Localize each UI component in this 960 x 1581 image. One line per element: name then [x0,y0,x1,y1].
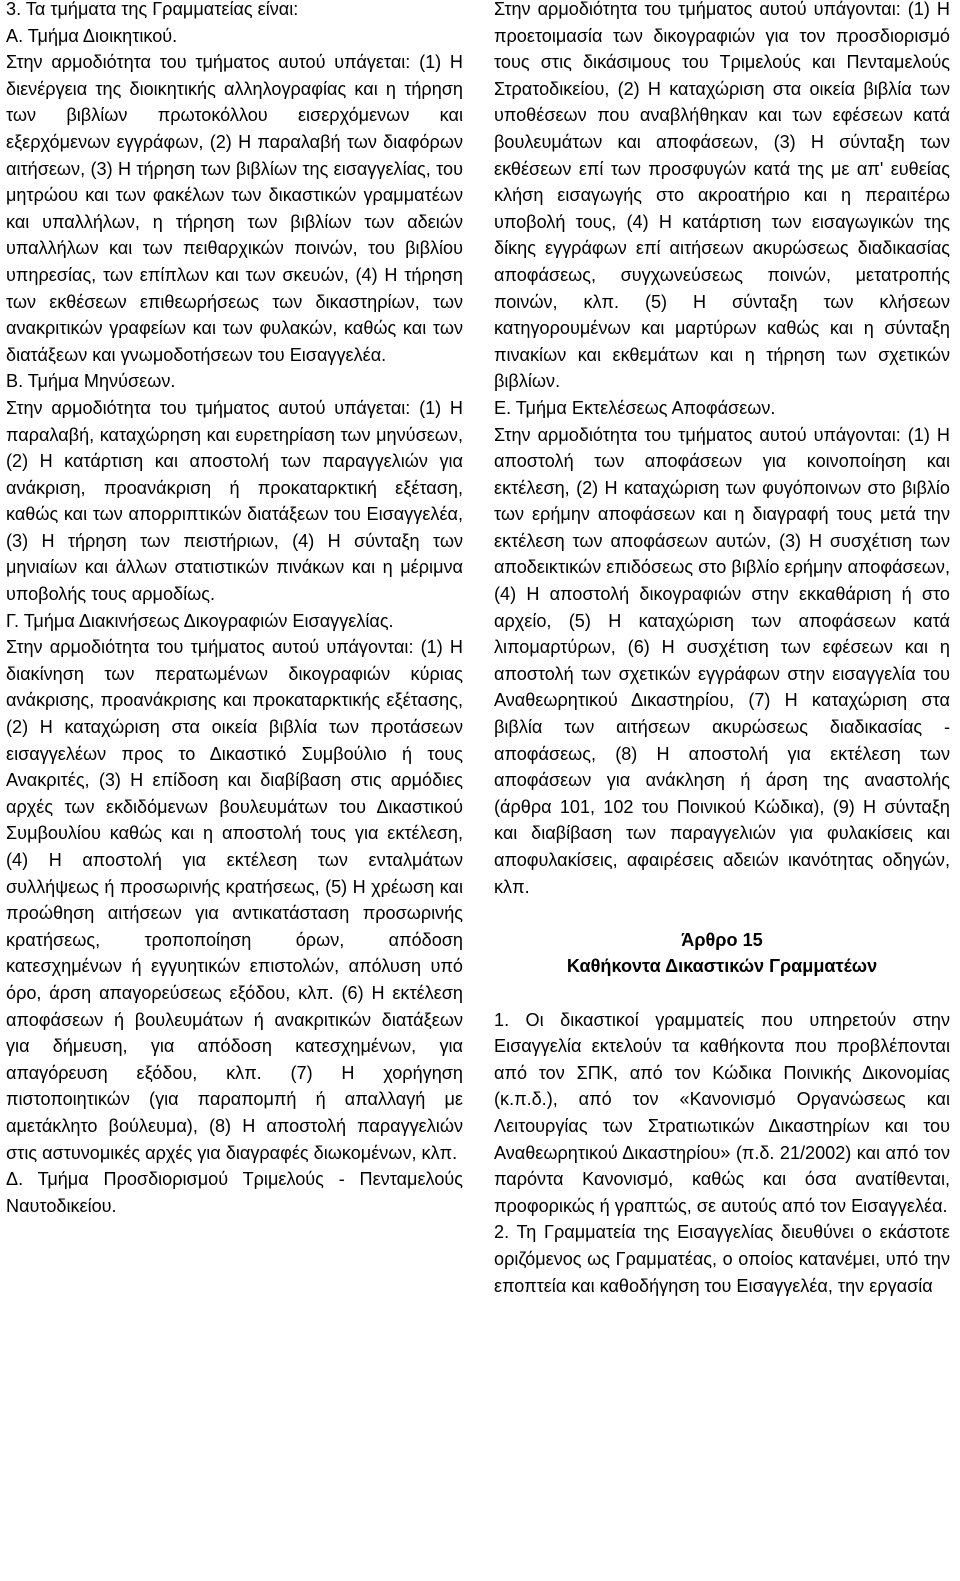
article-paragraph-1: 1. Οι δικαστικοί γραμματείς που υπηρετούν στην Εισαγγελία εκτελούν τα καθήκοντα που προβλέπονται από τον ΣΠΚ, από τον Κώδικα Ποινικής Δικονομίας (κ.π.δ.), από τον «Κανονισμό Οργανώσεως και Λειτουργίας των Στρατιωτικών Δικαστηρίων και του Αναθεωρητικού Δικαστηρίου» (π.δ. 21/2002) και από τον παρόντα Κανονισμό, καθώς και όσα ανατίθενται, προφορικώς ή γραπτώς, σε αυτούς από τον Εισαγγελέα. [494,1009,950,1216]
section-e-text: Στην αρμοδιότητα του τμήματος αυτού υπάγονται: (1) Η αποστολή των αποφάσεων για κοινοποίηση και εκτέλεση, (2) Η καταχώριση των φυγόποινων στο βιβλίο των ερήμην αποφάσεων και η διαγραφή τους μετά την εκτέλεση των αποφάσεων αυτών, (3) Η συσχέτιση των αποδεικτικών επιδόσεως στο βιβλίο ερήμην αποφάσεων, (4) Η αποστολή δικογραφιών στην εκκαθάριση ή στο αρχείο, (5) Η καταχώριση των αποφάσεων κατά λιπομαρτύρων, (6) Η συσχέτιση των εφέσεων και η αποστολή των σχετικών εγγράφων στην εισαγγελία του Αναθεωρητικού Δικαστηρίου, (7) Η καταχώριση στα βιβλία των αιτήσεων ακυρώσεως διαδικασίας - αποφάσεως, (8) Η αποστολή για εκτέλεση των αποφάσεων για ανάκληση ή άρση της αναστολής (άρθρα 101, 102 του Ποινικού Κώδικα), (9) Η σύνταξη και διαβίβαση των παραγγελιών για φυλακίσεις και αποφυλακίσεις, αφαιρέσεις αδειών ικανότητας οδηγών, κλπ. [494,424,950,897]
section-b-heading: Β. Τμήμα Μηνύσεων. [6,371,176,392]
section-e-heading: Ε. Τμήμα Εκτελέσεως Αποφάσεων. [494,397,776,418]
section-c-text: Στην αρμοδιότητα του τμήματος αυτού υπάγονται: (1) Η διακίνηση των περατωμένων δικογραφιών κύριας ανάκρισης, προανάκρισης και προκαταρκτικής εξέτασης, (2) Η καταχώριση στα οικεία βιβλία των προτάσεων εισαγγελέων προς το Δικαστικό Συμβούλιο ή τους Ανακριτές, (3) Η επίδοση και διαβίβαση στις αρμόδιες αρχές των εκδιδόμενων βουλευμάτων του Δικαστικού Συμβουλίου καθώς και η αποστολή τους για εκτέλεση, (4) Η αποστολή για εκτέλεση των ενταλμάτων συλλήψεως ή προσωρινής κρατήσεως, (5) Η χρέωση και προώθηση αιτήσεων για αντικατάσταση προσωρινής κρατήσεως, τροποποίηση όρων, απόδοση κατεσχημένων ή εγγυητικών επιστολών, απόλυση υπό όρο, άρση απαγορεύσεως εξόδου, κλπ. (6) Η εκτέλεση αποφάσεων ή βουλευμάτων ή ανακριτικών διατάξεων για δήμευση, για απόδοση κατεσχημένων, για απαγόρευση εξόδου, κλπ. (7) Η χορήγηση πιστοποιητικών (για παραπομπή ή απαλλαγή με αμετάκλητο βούλευμα), (8) Η αποστολή παραγγελιών στις αστυνομικές αρχές για διαγραφές διωκομένων, κλπ. [6,637,463,1163]
right-column [494,0,950,1299]
spacer [494,980,950,1007]
spacer [494,900,950,927]
section-c-heading: Γ. Τμήμα Διακινήσεως Δικογραφιών Εισαγγελίας. [6,610,394,631]
section-d-heading: Δ. Τμήμα Προσδιορισμού Τριμελούς - Πενταμελούς Ναυτοδικείου. [6,1169,463,1216]
article-paragraph-2: 2. Τη Γραμματεία της Εισαγγελίας διευθύνει ο εκάστοτε οριζόμενος ως Γραμματέας, ο οποίος κατανέμει, υπό την εποπτεία και καθοδήγηση του Εισαγγελέα, την εργασία [494,1222,950,1296]
article-number: Άρθρο 15 [681,929,763,950]
section-a-text: Στην αρμοδιότητα του τμήματος αυτού υπάγεται: (1) Η διενέργεια της διοικητικής αλληλογραφίας και η τήρηση των βιβλίων πρωτοκόλλου εισερχόμενων και εξερχόμενων εγγράφων, (2) Η παραλαβή των διαφόρων αιτήσεων, (3) Η τήρηση των βιβλίων της εισαγγελίας, του μητρώου και των φακέλων των δικαστικών γραμματέων και υπαλλήλων, η τήρηση των βιβλίων των αδειών υπαλλήλων και των πειθαρχικών ποινών, του βιβλίου υπηρεσίας, των επίπλων και των σκευών, (4) Η τήρηση των εκθέσεων επιθεωρήσεως των δικαστηρίων, των ανακριτικών γραφείων και των φυλακών, καθώς και των διατάξεων και γνωμοδοτήσεων του Εισαγγελέα. [6,52,463,365]
section-b-text: Στην αρμοδιότητα του τμήματος αυτού υπάγεται: (1) Η παραλαβή, καταχώρηση και ευρετηρίαση των μηνύσεων, (2) Η κατάρτιση και αποστολή των παραγγελιών για ανάκριση, προανάκριση ή προκαταρκτική εξέταση, καθώς και των απορριπτικών διατάξεων του Εισαγγελέα, (3) Η τήρηση των πειστήριων, (4) Η σύνταξη των μηνιαίων και άλλων στατιστικών πινάκων και η μέριμνα υποβολής τους αρμοδίως. [6,397,463,605]
section-d-text: Στην αρμοδιότητα του τμήματος αυτού υπάγονται: (1) Η προετοιμασία των δικογραφιών για τον προσδιορισμό τους στις δικάσιμους του Τριμελούς και Πενταμελούς Στρατοδικείου, (2) Η καταχώριση στα οικεία βιβλία των υποθέσεων που αναβλήθηκαν και των εφέσεων κατά βουλευμάτων και αποφάσεων, (3) Η σύνταξη των εκθέσεων επί των προσφυγών κατά της με απ' ευθείας κλήση εισαγωγής στο ακροατήριο και η περαιτέρω υποβολή τους, (4) Η κατάρτιση των εισαγωγικών της δίκης εγγράφων επί αιτήσεων ακυρώσεως διαδικασίας αποφάσεως, συγχωνεύσεως ποινών, μετατροπής ποινών, κλπ. (5) Η σύνταξη των κλήσεων κατηγορουμένων και μαρτύρων καθώς και η σύνταξη πινακίων και εκθεμάτων και η τήρηση των σχετικών βιβλίων. [494,0,950,392]
section-a-heading: Α. Τμήμα Διοικητικού. [6,25,178,46]
left-column [6,0,463,1219]
article-title: Καθήκοντα Δικαστικών Γραμματέων [566,956,878,977]
section-intro: 3. Τα τμήματα της Γραμματείας είναι: [6,0,299,19]
